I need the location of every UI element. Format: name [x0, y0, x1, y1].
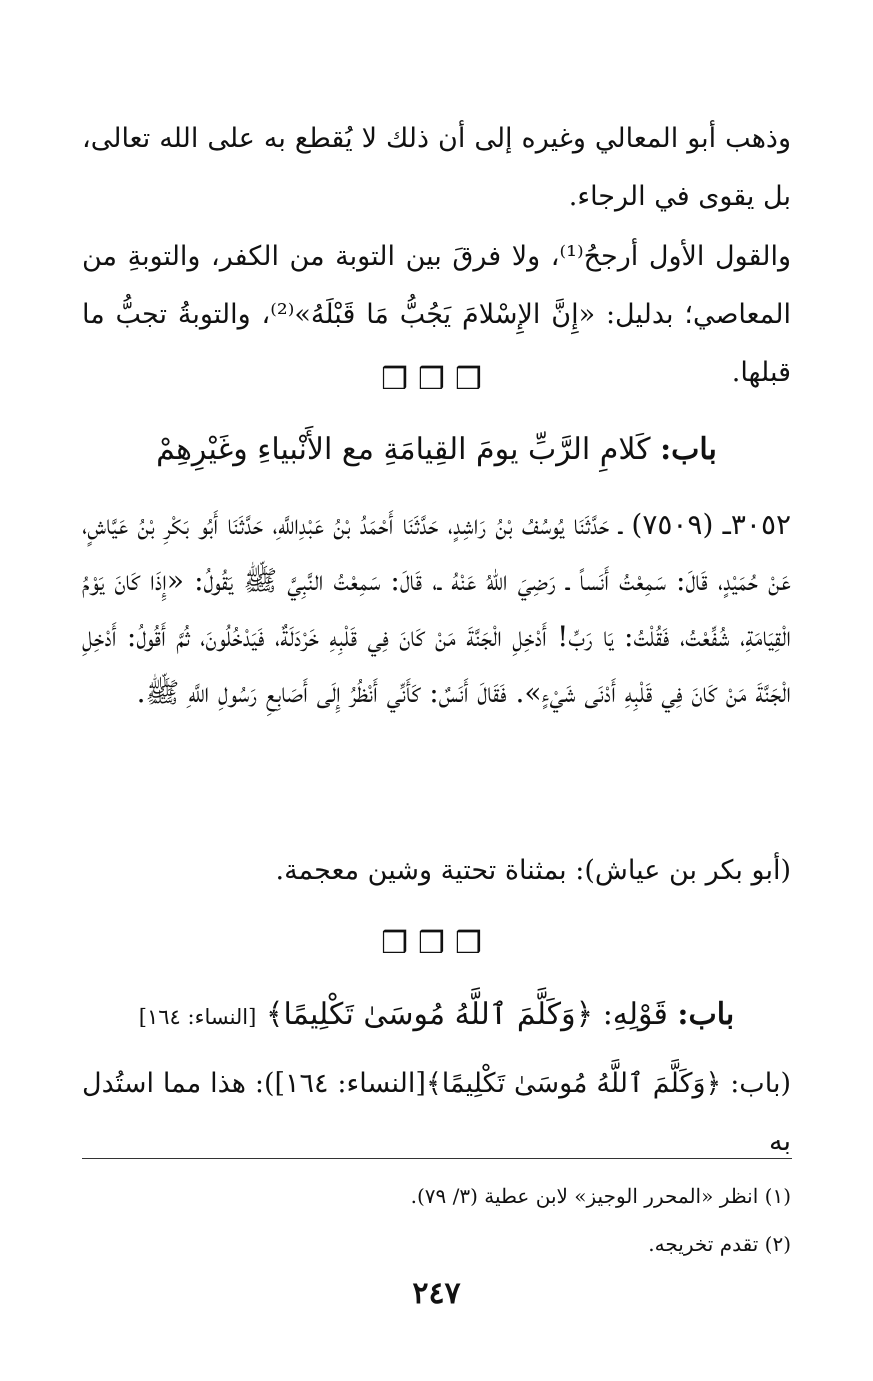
chapter-title: كَلامِ الرَّبِّ يومَ القِيامَةِ مع الأَنْبياءِ وغَيْرِهِمْ — [156, 432, 651, 467]
paragraph-abu-al-maali: وذهب أبو المعالي وغيره إلى أن ذلك لا يُقطع به على الله تعالى، بل يقوى في الرجاء. — [82, 123, 791, 212]
chapter-label: باب: — [660, 432, 717, 467]
chapter-title-2: قَوْلِهِ: ﴿وَكَلَّمَ ٱللَّهُ مُوسَىٰ تَكْلِيمًا﴾ — [265, 997, 668, 1032]
paragraph-repentance: والقول الأول أرجحُ⁽¹⁾، ولا فرقَ بين التوبة من الكفر، والتوبةِ من المعاصي؛ بدليل: «إِنَّ الإِسْلامَ يَجُبُّ مَا قَبْلَهُ»⁽²⁾، والتوبةُ تجبُّ ما قبلها. — [82, 241, 792, 388]
hadith-text: ٣٠٥٢ـ (٧٥٠٩) ـ حَدَّثَنَا يُوسُفُ بْنُ رَاشِدٍ، حَدَّثَنَا أَحْمَدُ بْنُ عَبْدِاللَّهِ، حَدَّثَنَا أَبُو بَكْرِ بْنُ عَيَّاشٍ، عَنْ حُمَيْدٍ، قَالَ: سَمِعْتُ أَنَساً ـ رَضِيَ اللهُ عَنْهُ ـ، قَالَ: سَمِعْتُ النَّبِيَّ ﷺ يَقُولُ: «إِذَا كَانَ يَوْمُ الْقِيَامَةِ، شُفِّعْتُ، فَقُلْتُ: يَا رَبِّ! أَدْخِلِ الْجَنَّةَ مَنْ كَانَ فِي قَلْبِهِ خَرْدَلَةٌ، فَيَدْخُلُونَ، ثُمَّ أَقُولُ: أَدْخِلِ الْجَنَّةَ مَنْ كَانَ فِي قَلْبِهِ أَدْنَى شَيْءٍ». فَقَالَ أَنَسٌ: كَأَنِّي أَنْظُرُ إِلَى أَصَابِعِ رَسُولِ اللَّهِ ﷺ. — [82, 508, 792, 709]
footnote-divider — [82, 1158, 792, 1159]
chapter-heading-1 — [82, 432, 791, 467]
footnote-1: (١) انظر «المحرر الوجيز» لابن عطية (٣/ ٧٩). — [410, 1184, 791, 1208]
narrator-note: (أبو بكر بن عياش): بمثناة تحتية وشين معجمة. — [275, 855, 791, 886]
page-number: ٢٤٧ — [412, 1276, 461, 1311]
commentary-start: (باب: ﴿وَكَلَّمَ ٱللَّهُ مُوسَىٰ تَكْلِيمًا﴾[النساء: ١٦٤]): هذا مما استُدل به — [82, 1068, 791, 1157]
footnote-2: (٢) تقدم تخريجه. — [648, 1232, 791, 1256]
section-separator: ❒❒❒ — [381, 362, 492, 397]
chapter-label-2: باب: — [677, 997, 735, 1032]
quran-reference: [النساء: ١٦٤] — [138, 1005, 257, 1029]
chapter-heading-2 — [82, 997, 791, 1032]
section-separator-2: ❒❒❒ — [381, 926, 492, 961]
